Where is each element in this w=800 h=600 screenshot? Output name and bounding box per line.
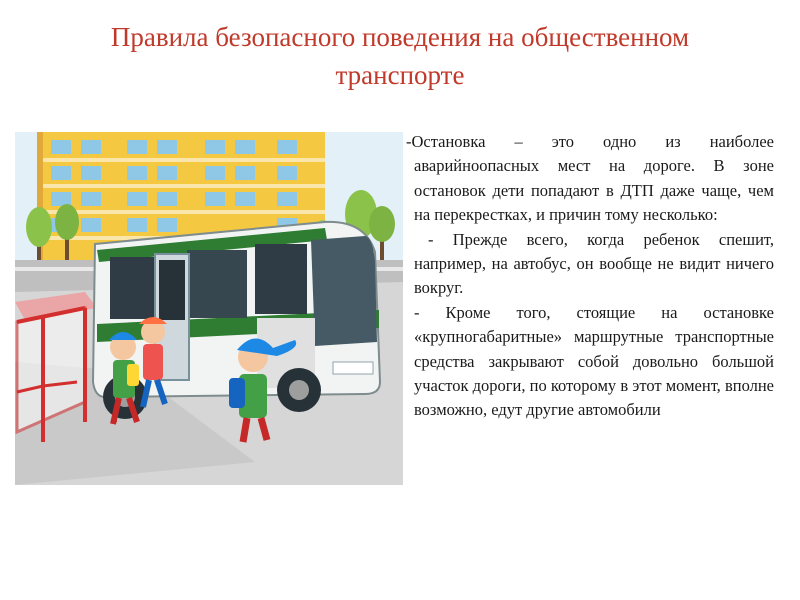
slide-title	[40, 18, 760, 94]
title-line-2: транспорте	[335, 60, 465, 90]
paragraph-large-vehicles: - Кроме того, стоящие на остановке «крупногабаритные» маршрутные транспортные средства закрывают собой довольно большой участок дороги, по которому в этот момент, вполне возможно, едут другие автомобили	[414, 302, 774, 420]
paragraph-bus-stop-danger: -Остановка – это одно из наиболее аварийноопасных мест на дороге. В зоне остановок дети попадают в ДТП даже чаще, чем на перекрестках, и причин тому несколько:	[406, 132, 774, 225]
paragraph-child-hurry: - Прежде всего, когда ребенок спешит, например, на автобус, он вообще не видит ничего вокруг.	[414, 229, 774, 298]
title-line-1: Правила безопасного поведения на общественном	[110, 22, 690, 52]
bus-stop-illustration	[15, 132, 403, 485]
slide-body-text	[406, 130, 774, 423]
